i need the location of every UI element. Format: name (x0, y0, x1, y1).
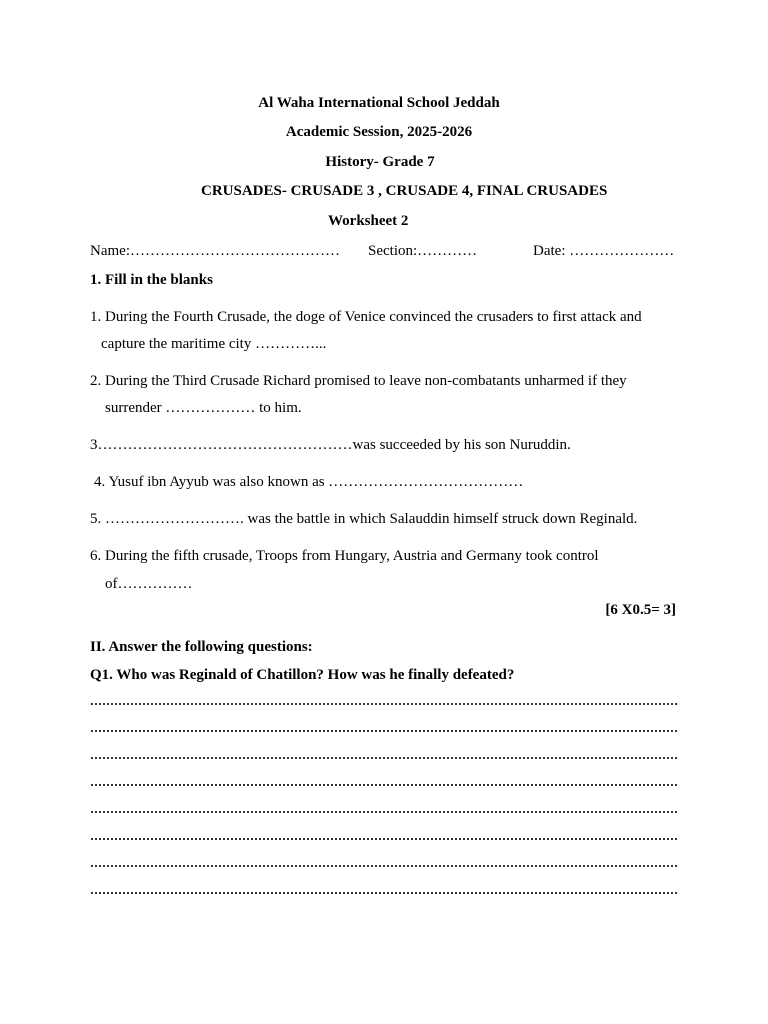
answer-line[interactable] (90, 806, 678, 816)
question-6-line-1: 6. During the fifth crusade, Troops from Hungary, Austria and Germany took control (90, 548, 599, 564)
subject-grade: History- Grade 7 (325, 154, 435, 170)
section2-question-1: Q1. Who was Reginald of Chatillon? How was he finally defeated? (90, 667, 515, 683)
question-1-line-1: 1. During the Fourth Crusade, the doge of Venice convinced the crusaders to first attack and (90, 309, 642, 325)
question-3: 3……………………………………………was succeeded by his son Nuruddin. (90, 437, 571, 453)
answer-line[interactable] (90, 833, 678, 843)
section2-title: II. Answer the following questions: (90, 639, 313, 655)
worksheet-number: Worksheet 2 (328, 213, 409, 229)
answer-line[interactable] (90, 752, 678, 762)
question-1-line-2: capture the maritime city …………... (101, 336, 327, 352)
question-4: 4. Yusuf ibn Ayyub was also known as ………………………………… (94, 474, 524, 490)
answer-line[interactable] (90, 887, 678, 897)
question-5: 5. ………………………. was the battle in which Salauddin himself struck down Reginald. (90, 511, 638, 527)
question-2-line-2: surrender ……………… to him. (105, 400, 302, 416)
topic-title: CRUSADES- CRUSADE 3 , CRUSADE 4, FINAL CRUSADES (201, 183, 608, 199)
academic-session: Academic Session, 2025-2026 (285, 124, 473, 140)
answer-line[interactable] (90, 779, 678, 789)
marks-allocation: [6 X0.5= 3] (605, 602, 676, 618)
answer-line[interactable] (90, 860, 678, 870)
answer-line[interactable] (90, 725, 678, 735)
question-6-line-2: of…………… (105, 576, 193, 592)
section-field: Section:………… (368, 243, 478, 259)
date-field: Date: ………………… (533, 243, 675, 259)
answer-line[interactable] (90, 698, 678, 708)
section1-title: 1. Fill in the blanks (90, 272, 213, 288)
school-name: Al Waha International School Jeddah (258, 95, 500, 111)
name-field: Name:…………………………………… (90, 243, 340, 259)
question-2-line-1: 2. During the Third Crusade Richard promised to leave non-combatants unharmed if they (90, 373, 627, 389)
